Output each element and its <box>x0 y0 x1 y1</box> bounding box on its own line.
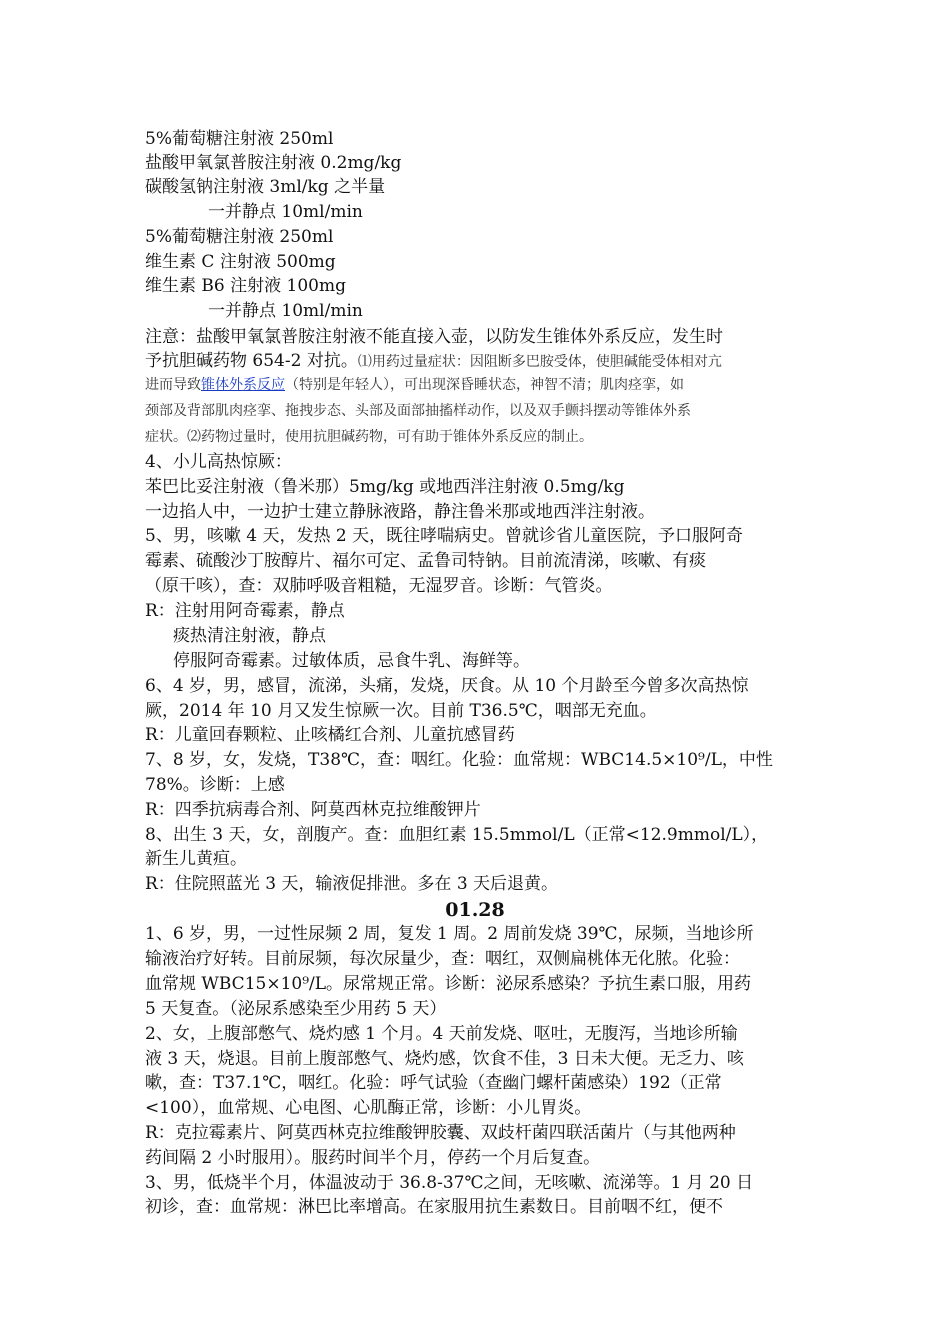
text-line: R：克拉霉素片、阿莫西林克拉维酸钾胶囊、双歧杆菌四联活菌片（与其他两种 <box>145 1123 736 1143</box>
text-line: 血常规 WBC15×10⁹/L。尿常规正常。诊断：泌尿系感染？予抗生素口服，用药 <box>145 974 752 994</box>
mixed-line <box>145 349 722 374</box>
text-line: 盐酸甲氧氯普胺注射液 0.2mg/kg <box>145 153 402 173</box>
text-line: 一边掐人中，一边护士建立静脉液路，静注鲁米那或地西泮注射液。 <box>145 502 655 522</box>
text-line: 注意：盐酸甲氧氯普胺注射液不能直接入壶，以防发生锥体外系反应，发生时 <box>145 327 723 347</box>
text-line: 初诊，查：血常规：淋巴比率增高。在家服用抗生素数日。目前咽不红，便不 <box>145 1197 723 1217</box>
text-line: 维生素 C 注射液 500mg <box>145 252 336 272</box>
text-line: R：住院照蓝光 3 天，输液促排泄。多在 3 天后退黄。 <box>145 874 559 894</box>
text-line: 新生儿黄疸。 <box>145 849 247 869</box>
text-line: 7、8 岁，女，发烧，T38℃，查：咽红。化验：血常规：WBC14.5×10⁹/L，中性 <box>145 750 773 770</box>
note-line: 颈部及背部肌肉痉挛、拖拽步态、头部及面部抽搐样动作，以及双手颤抖摆动等锥体外系 <box>145 403 691 419</box>
text-line: 药间隔 2 小时服用）。服药时间半个月，停药一个月后复查。 <box>145 1148 601 1168</box>
text-line: 碳酸氢钠注射液 3ml/kg 之半量 <box>145 177 386 197</box>
text-line: 痰热清注射液，静点 <box>173 626 326 646</box>
text-line: 苯巴比妥注射液（鲁米那）5mg/kg 或地西泮注射液 0.5mg/kg <box>145 477 625 497</box>
text-line: 2、女，上腹部憋气、烧灼感 1 个月。4 天前发烧、呕吐，无腹泻，当地诊所输 <box>145 1024 738 1044</box>
text-line: 嗽，查：T37.1℃，咽红。化验：呼气试验（查幽门螺杆菌感染）192（正常 <box>145 1073 722 1093</box>
text-line: <100），血常规、心电图、心肌酶正常，诊断：小儿胃炎。 <box>145 1098 592 1118</box>
text-line: 一并静点 10ml/min <box>208 301 363 321</box>
text-line: 1、6 岁，男，一过性尿频 2 周，复发 1 周。2 周前发烧 39℃，尿频，当地诊所 <box>145 924 754 944</box>
note-line: 症状。⑵药物过量时，使用抗胆碱药物，可有助于锥体外系反应的制止。 <box>145 429 593 445</box>
text-span: 予抗胆碱药物 654-2 对抗。 <box>145 351 358 371</box>
text-line: 5%葡萄糖注射液 250ml <box>145 227 334 247</box>
text-line: 8、出生 3 天，女，剖腹产。查：血胆红素 15.5mmol/L（正常<12.9mmol/L）， <box>145 825 769 845</box>
section-heading: 01.28 <box>445 899 505 921</box>
text-line: 4、小儿高热惊厥： <box>145 452 292 472</box>
text-line: 停服阿奇霉素。过敏体质，忌食牛乳、海鲜等。 <box>173 651 530 671</box>
text-line: 霉素、硫酸沙丁胺醇片、福尔可定、孟鲁司特钠。目前流清涕，咳嗽、有痰 <box>145 551 706 571</box>
text-line: 6、4 岁，男，感冒，流涕，头痛，发烧，厌食。从 10 个月龄至今曾多次高热惊 <box>145 676 749 696</box>
text-line: 3、男，低烧半个月，体温波动于 36.8-37℃之间，无咳嗽、流涕等。1 月 20 日 <box>145 1173 754 1193</box>
text-line: R：儿童回春颗粒、止咳橘红合剂、儿童抗感冒药 <box>145 725 515 745</box>
text-line: 液 3 天，烧退。目前上腹部憋气、烧灼感，饮食不佳，3 日未大便。无乏力、咳 <box>145 1049 744 1069</box>
text-line: 5 天复查。（泌尿系感染至少用药 5 天） <box>145 999 447 1019</box>
text-line: 78%。诊断：上感 <box>145 775 285 795</box>
text-line: R：四季抗病毒合剂、阿莫西林克拉维酸钾片 <box>145 800 481 820</box>
text-line: 维生素 B6 注射液 100mg <box>145 276 346 296</box>
text-line: R：注射用阿奇霉素，静点 <box>145 601 345 621</box>
note-span: （特别是年轻人），可出现深昏睡状态，神智不清；肌肉痉挛，如 <box>285 377 684 393</box>
extrapyramidal-link[interactable]: 锥体外系反应 <box>201 377 285 393</box>
text-line: 输液治疗好转。目前尿频，每次尿量少，查：咽红，双侧扁桃体无化脓。化验： <box>145 949 740 969</box>
mixed-line <box>145 373 684 397</box>
text-line: 厥，2014 年 10 月又发生惊厥一次。目前 T36.5℃，咽部无充血。 <box>145 701 657 721</box>
text-line: 5%葡萄糖注射液 250ml <box>145 129 334 149</box>
text-line: （原干咳），查：双肺呼吸音粗糙，无湿罗音。诊断：气管炎。 <box>145 576 613 596</box>
text-line: 一并静点 10ml/min <box>208 202 363 222</box>
note-span: ⑴用药过量症状：因阻断多巴胺受体，使胆碱能受体相对亢 <box>357 354 722 370</box>
text-line: 5、男，咳嗽 4 天，发热 2 天，既往哮喘病史。曾就诊省儿童医院，予口服阿奇 <box>145 526 744 546</box>
note-span: 进而导致 <box>145 377 201 393</box>
